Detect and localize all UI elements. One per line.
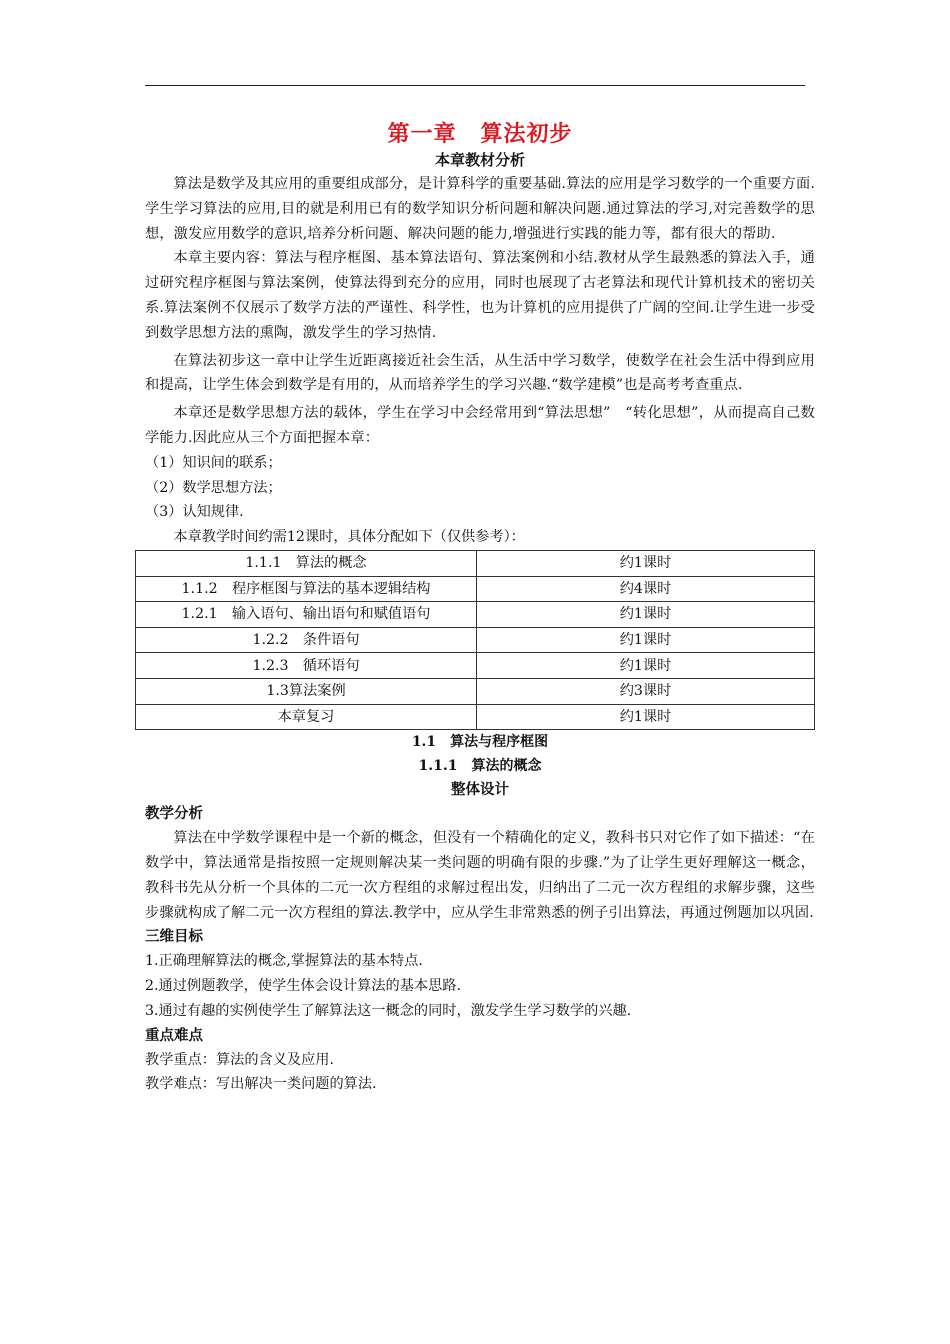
chapter-name: 算法初步 (480, 121, 573, 147)
aspect-3: （3）认知规律. (145, 504, 244, 521)
hours-cell: 约4课时 (477, 576, 815, 602)
hours-cell: 约1课时 (477, 602, 815, 628)
schedule-intro: 本章教学时间约需12课时，具体分配如下（仅供参考）： (173, 529, 525, 546)
teaching-focus: 教学重点：算法的含义及应用. (145, 1051, 334, 1068)
topic-cell: 1.1.2 程序框图与算法的基本逻辑结构 (136, 576, 477, 602)
section-title: 1.1 算法与程序框图 (411, 734, 549, 751)
goal-item: 3.通过有趣的实例使学生了解算法这一概念的同时，激发学生学习数学的兴趣. (145, 1002, 632, 1019)
hours-cell: 约1课时 (477, 704, 815, 730)
topic-cell: 1.1.1 算法的概念 (136, 550, 477, 576)
topic-cell: 1.2.3 循环语句 (136, 653, 477, 679)
document-page (145, 120, 815, 1097)
table-row (136, 576, 815, 602)
hours-cell: 约1课时 (477, 653, 815, 679)
table-row (136, 653, 815, 679)
goal-item: 1.正确理解算法的概念,掌握算法的基本特点. (145, 953, 423, 970)
schedule-table (135, 550, 815, 730)
paragraph-3: 在算法初步这一章中让学生近距离接近社会生活，从生活中学习数学，使数学在社会生活中得到应用和提高，让学生体会到数学是有用的，从而培养学生的学习兴趣.“数学建模”也是高考考查重点. (145, 352, 815, 394)
topic-cell: 1.2.1 输入语句、输出语句和赋值语句 (136, 602, 477, 628)
subsection-title: 1.1.1 算法的概念 (418, 758, 542, 775)
table-row (136, 704, 815, 730)
goals-heading: 三维目标 (145, 928, 203, 946)
teaching-analysis-text: 算法在中学数学课程中是一个新的概念，但没有一个精确化的定义，教科书只对它作了如下描述：“在数学中，算法通常是指按照一定规则解决某一类问题的明确有限的步骤.”为了让学生更好理解这一概念，教科书先从分析一个具体的二元一次方程组的求解过程出发，归纳出了二元一次方程组的求解步骤，这些步骤就构成了解二元一次方程组的算法.教学中，应从学生非常熟悉的例子引出算法，再通过例题加以巩固. (145, 830, 815, 921)
hours-cell: 约1课时 (477, 627, 815, 653)
table-row (136, 602, 815, 628)
chapter-number: 第一章 (387, 121, 457, 147)
goal-item: 2.通过例题教学，使学生体会设计算法的基本思路. (145, 978, 461, 995)
topic-cell: 本章复习 (136, 704, 477, 730)
paragraph-1: 算法是数学及其应用的重要组成部分，是计算科学的重要基础.算法的应用是学习数学的一个重要方面.学生学习算法的应用,目的就是利用已有的数学知识分析问题和解决问题.通过算法的学习,对完善数学的思想，激发应用数学的意识,培养分析问题、解决问题的能力,增强进行实践的能力等，都有很大的帮助. (145, 176, 815, 242)
table-row (136, 550, 815, 576)
overall-design-heading: 整体设计 (451, 781, 509, 799)
hours-cell: 约3课时 (477, 678, 815, 704)
aspect-1: （1）知识间的联系； (145, 454, 282, 471)
paragraph-2: 本章主要内容：算法与程序框图、基本算法语句、算法案例和小结.教材从学生最熟悉的算法入手，通过研究程序框图与算法案例，使算法得到充分的应用，同时也展现了古老算法和现代计算机技术的密切关系.算法案例不仅展示了数学方法的严谨性、科学性，也为计算机的应用提供了广阔的空间.让学生进一步受到数学思想方法的熏陶，激发学生的学习热情. (145, 250, 815, 341)
chapter-title (145, 120, 815, 148)
topic-cell: 1.3算法案例 (136, 678, 477, 704)
header-rule (145, 85, 805, 86)
topic-cell: 1.2.2 条件语句 (136, 627, 477, 653)
analysis-heading: 本章教材分析 (434, 151, 525, 169)
table-row (136, 627, 815, 653)
aspect-2: （2）数学思想方法； (145, 479, 282, 496)
table-row (136, 678, 815, 704)
key-points-heading: 重点难点 (145, 1026, 203, 1044)
paragraph-4: 本章还是数学思想方法的载体，学生在学习中会经常用到“算法思想” “转化思想”，从而提高自己数学能力.因此应从三个方面把握本章： (145, 405, 815, 446)
hours-cell: 约1课时 (477, 550, 815, 576)
teaching-analysis-heading: 教学分析 (145, 805, 203, 823)
teaching-difficulty: 教学难点：写出解决一类问题的算法. (145, 1076, 377, 1093)
